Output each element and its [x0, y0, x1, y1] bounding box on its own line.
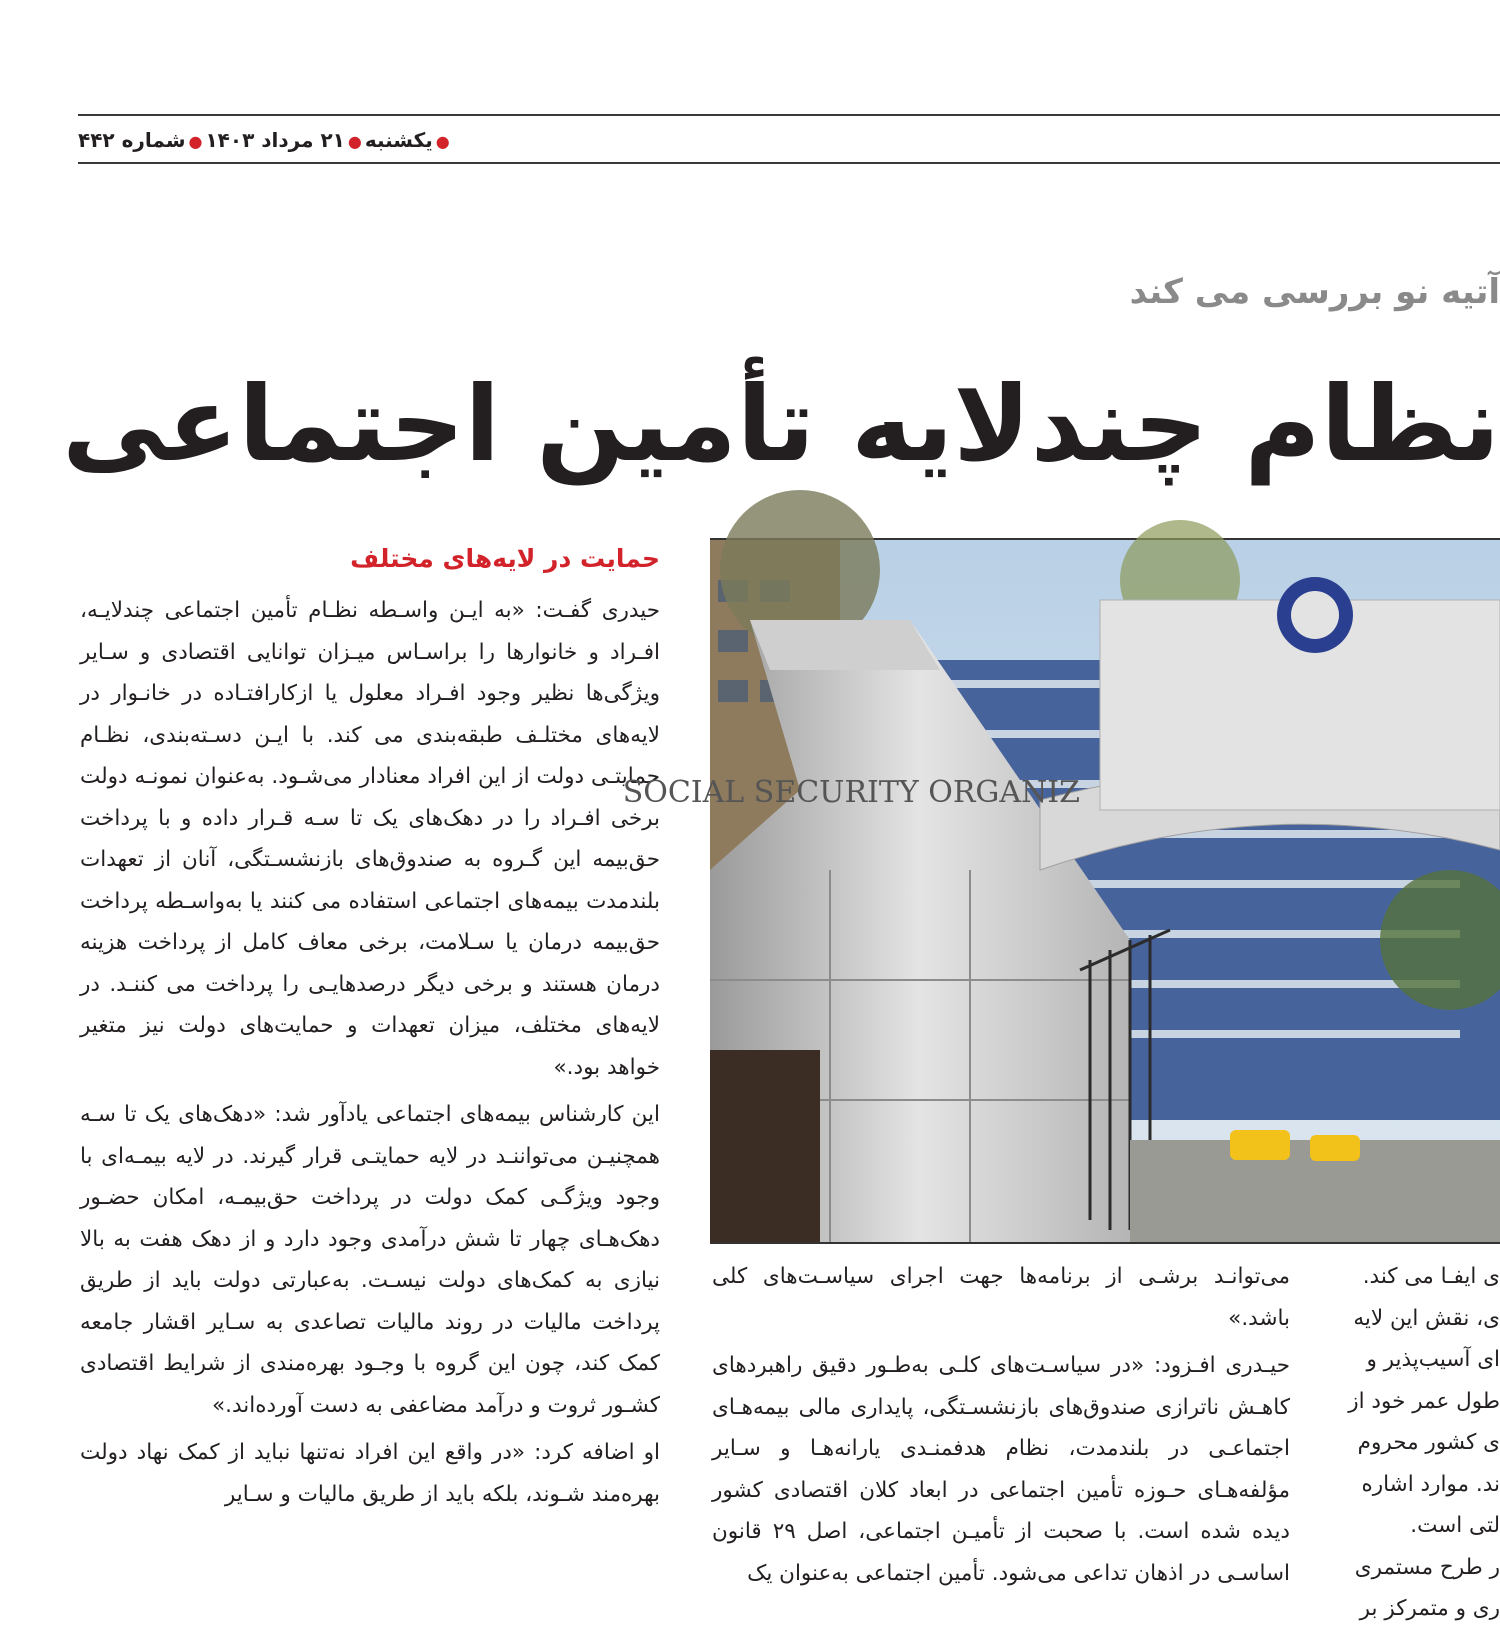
sign-english-text: SOCIAL SECURITY ORGANIZ: [622, 775, 1080, 810]
text-line: ر طرح مستمری: [1354, 1554, 1500, 1580]
paragraph: حیـدری افـزود: «در سیاسـت‌های کلـی به‌طـور دقیق راهبردهای کاهـش ناترازی صندوق‌های بازنشسـتگی، پایداری مالی بیمه‌هـای اجتماعـی در بلندمدت، نظام هدفمنـدی یارانه‌هـا و سـایر مؤلفه‌هـای حـوزه تأمین اجتماعی در ابعاد کلان اقتصادی کشور دیده شده است. با صحبت از تأمیـن اجتماعی، اصل ۲۹ قانون اساسـی در اذهان تداعی می‌شود. تأمین اجتماعی به‌عنوان یک: [712, 1353, 1291, 1586]
header-bottom-rule: [78, 162, 1500, 164]
text-line: لتی است.: [1410, 1513, 1500, 1538]
bullet-icon: ●: [347, 132, 362, 151]
bullet-icon: ●: [188, 132, 203, 151]
section-subheading: حمایت در لایه‌های مختلف: [350, 544, 660, 573]
text-line: طول عمر خود از: [1348, 1388, 1500, 1414]
header-top-rule: [78, 114, 1500, 116]
text-line: ی کشور محروم: [1357, 1430, 1500, 1455]
issue-day: یکشنبه: [364, 128, 433, 152]
text-line: ی ایفـا می کند.: [1362, 1264, 1500, 1289]
photo-building-entrance: [622, 540, 1500, 1242]
dateline: [78, 128, 478, 152]
paragraph: حیدری گفـت: «به ایـن واسـطه نظـام تأمین اجتماعی چندلایـه، افـراد و خانوارها را براسـاس میـزان توانایی اقتصادی و سـایر ویژگی‌ها نظیر وجود افـراد معلول یا ازکارافتـاده در خانـوار در لایه‌های مختلـف طبقه‌بندی می کند. با ایـن دسـته‌بندی، نظـام حمایتـی دولت از این افراد معنادار می‌شـود. به‌عنوان نمونـه دولت برخی افـراد را در دهک‌های یک تا سـه قـرار داده و با پرداخت حق‌بیمه این گـروه به صندوق‌های بازنشسـتگی، آنان از تعهدات بلندمدت بیمه‌های اجتماعی استفاده می کنند یا به‌واسـطه پرداخت حق‌بیمه درمان یا سـلامت، برخی معاف کامل از پرداخت هزینه درمان هستند و برخی دیگر درصدهایـی را پرداخت می کننـد. در لایه‌های مختلف، میزان تعهدات و حمایت‌های دولت نیز متغیر خواهد بود.»: [80, 598, 660, 1080]
article-photo: [622, 538, 1500, 1244]
text-line: ای آسیب‌پذیر و: [1366, 1347, 1500, 1372]
article-kicker: آتیه نو بررسی می کند: [1129, 272, 1500, 312]
text-line: ند. موارد اشاره: [1361, 1471, 1500, 1497]
paragraph: این کارشناس بیمه‌های اجتماعی یادآور شد: «دهک‌های یک تا سـه همچنیـن می‌تواننـد در لایه حمایتـی قرار گیرند. در لایه بیمـه‌ای با وجود ویژگـی کمک دولت در پرداخت حق‌بیمـه، امکان حضـور دهک‌هـای چهار تا شش درآمدی وجود دارد و از دهک هفت به بالا نیازی به کمک‌های دولت نیسـت. به‌عبارتی دولت باید از طریق پرداخت مالیات در روند مالیات تصاعدی به سـایر اقشار جامعه کمک کند، چون این گروه با وجـود بهره‌مندی از شرایط اقتصادی کشـور ثروت و درآمد مضاعفی به دست آورده‌اند.»: [80, 1102, 660, 1418]
paragraph: او اضافه کرد: «در واقع این افراد نه‌تنها نباید از کمک نهاد دولت بهره‌مند شـوند، بلکه باید از طریق مالیات و سـایر: [80, 1440, 660, 1507]
paragraph: می‌توانـد برشـی از برنامه‌ها جهت اجرای سیاسـت‌های کلی باشد.»: [712, 1264, 1290, 1331]
article-column-1: [80, 590, 660, 1643]
article-headline: نظام چندلایه تأمین اجتماعی: [62, 363, 1500, 485]
text-line: ی، نقش این لایه: [1353, 1305, 1500, 1331]
article-column-3: [1338, 1256, 1500, 1643]
issue-date: ۲۱ مرداد ۱۴۰۳: [205, 128, 345, 152]
text-line: ری و متمرکز بر: [1359, 1596, 1500, 1621]
bullet-icon: ●: [435, 132, 450, 151]
issue-number: شماره ۴۴۲: [78, 128, 186, 152]
article-column-2: [712, 1256, 1290, 1643]
